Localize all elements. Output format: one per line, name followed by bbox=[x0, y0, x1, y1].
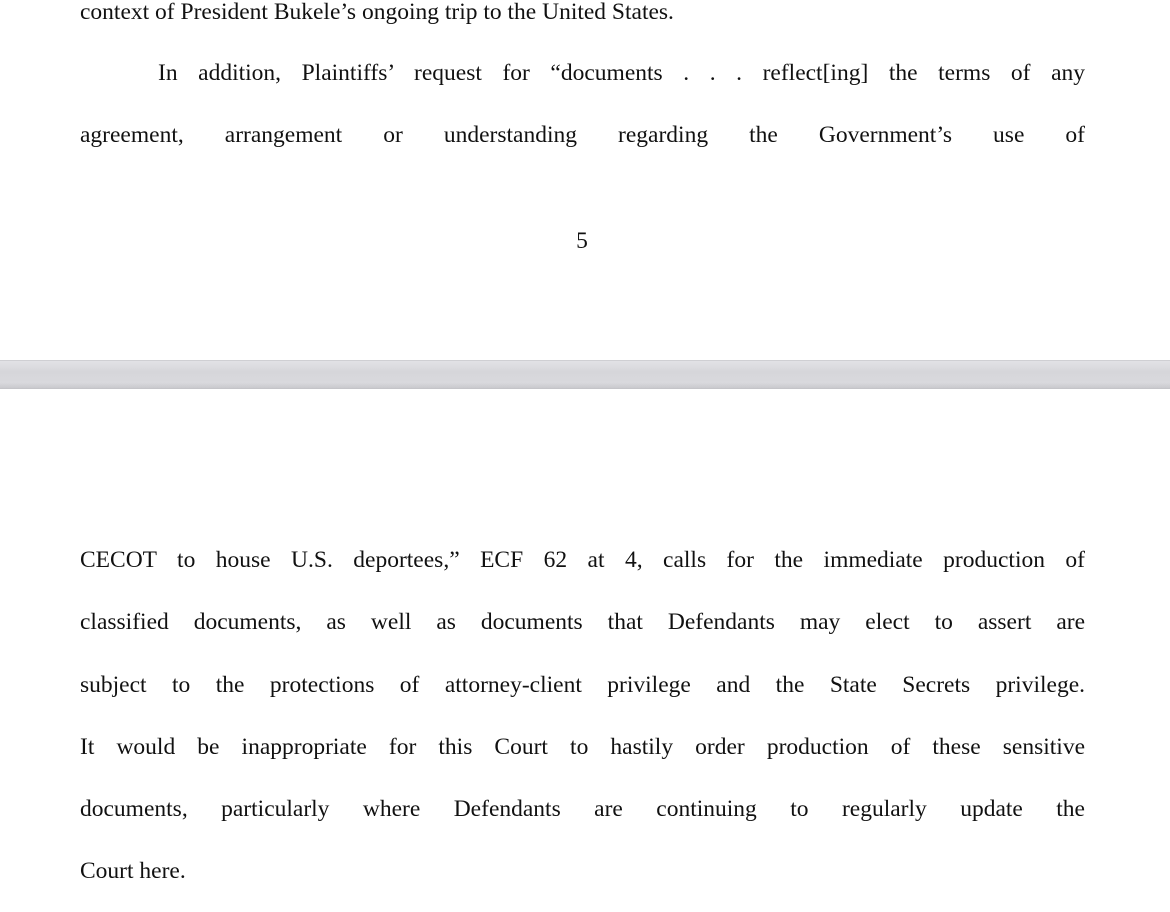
text-line: In addition, Plaintiffs’ request for “documents . . . reflect[ing] the terms of any bbox=[158, 60, 1085, 86]
text-line: classified documents, as well as documents that Defendants may elect to assert are bbox=[80, 609, 1085, 635]
text-line: CECOT to house U.S. deportees,” ECF 62 at 4, calls for the immediate production of bbox=[80, 547, 1085, 573]
page-number: 5 bbox=[576, 228, 588, 254]
text-line: It would be inappropriate for this Court to hastily order production of these sensitive bbox=[80, 734, 1085, 760]
text-line: agreement, arrangement or understanding regarding the Government’s use of bbox=[80, 122, 1085, 148]
text-line: documents, particularly where Defendants are continuing to regularly update the bbox=[80, 796, 1085, 822]
text-line: Court here. bbox=[80, 858, 186, 884]
page-6 bbox=[0, 389, 1170, 912]
page-separator bbox=[0, 360, 1170, 389]
text-line: subject to the protections of attorney-client privilege and the State Secrets privilege. bbox=[80, 672, 1085, 698]
text-line: context of President Bukele’s ongoing trip to the United States. bbox=[80, 0, 674, 25]
page-5 bbox=[0, 0, 1170, 360]
